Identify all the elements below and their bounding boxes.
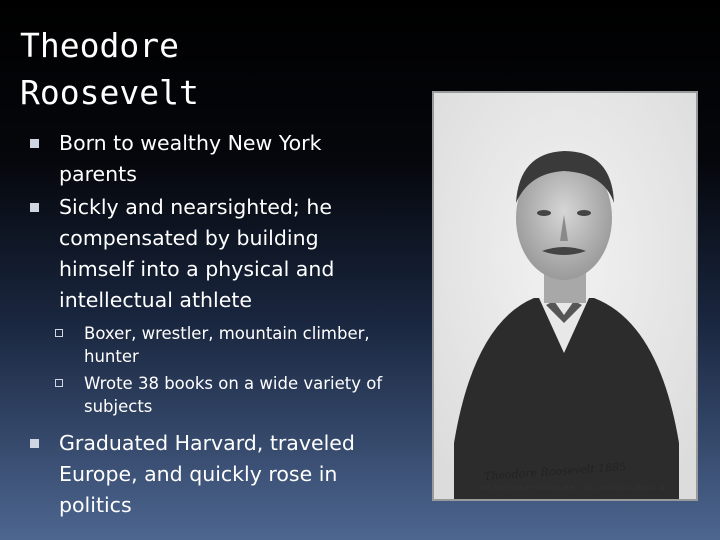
sub-bullet-item xyxy=(54,372,390,418)
bullet-item xyxy=(30,192,390,316)
bullet-text: Sickly and nearsighted; he compensated by building himself into a physical and intellectual athlete xyxy=(59,195,335,312)
portrait-photo xyxy=(432,91,698,501)
bullet-item xyxy=(30,128,390,190)
sub-bullet-text: Boxer, wrestler, mountain climber, hunter xyxy=(84,324,370,366)
photo-signature: Theodore Roosevelt 1885 xyxy=(483,460,627,483)
title-line-1: Theodore xyxy=(20,26,179,65)
square-bullet-icon xyxy=(30,139,39,148)
hollow-square-bullet-icon xyxy=(55,329,63,337)
slide-title xyxy=(20,22,380,116)
bullet-text: Born to wealthy New York parents xyxy=(59,131,322,186)
bullet-list xyxy=(30,128,390,523)
square-bullet-icon xyxy=(30,439,39,448)
hollow-square-bullet-icon xyxy=(55,379,63,387)
title-line-2: Roosevelt xyxy=(20,73,199,112)
portrait-image xyxy=(434,93,696,499)
sub-bullet-text: Wrote 38 books on a wide variety of subjects xyxy=(84,374,383,416)
bullet-item xyxy=(30,428,390,521)
bullet-text: Graduated Harvard, traveled Europe, and quickly rose in politics xyxy=(59,431,355,517)
square-bullet-icon xyxy=(30,203,39,212)
studio-imprint: THE NOTMAN PHOTOGRAPHIC CO. LIMITED ALBANY, N.Y. xyxy=(479,485,673,492)
sub-bullet-list xyxy=(54,322,390,418)
sub-bullet-item xyxy=(54,322,390,368)
